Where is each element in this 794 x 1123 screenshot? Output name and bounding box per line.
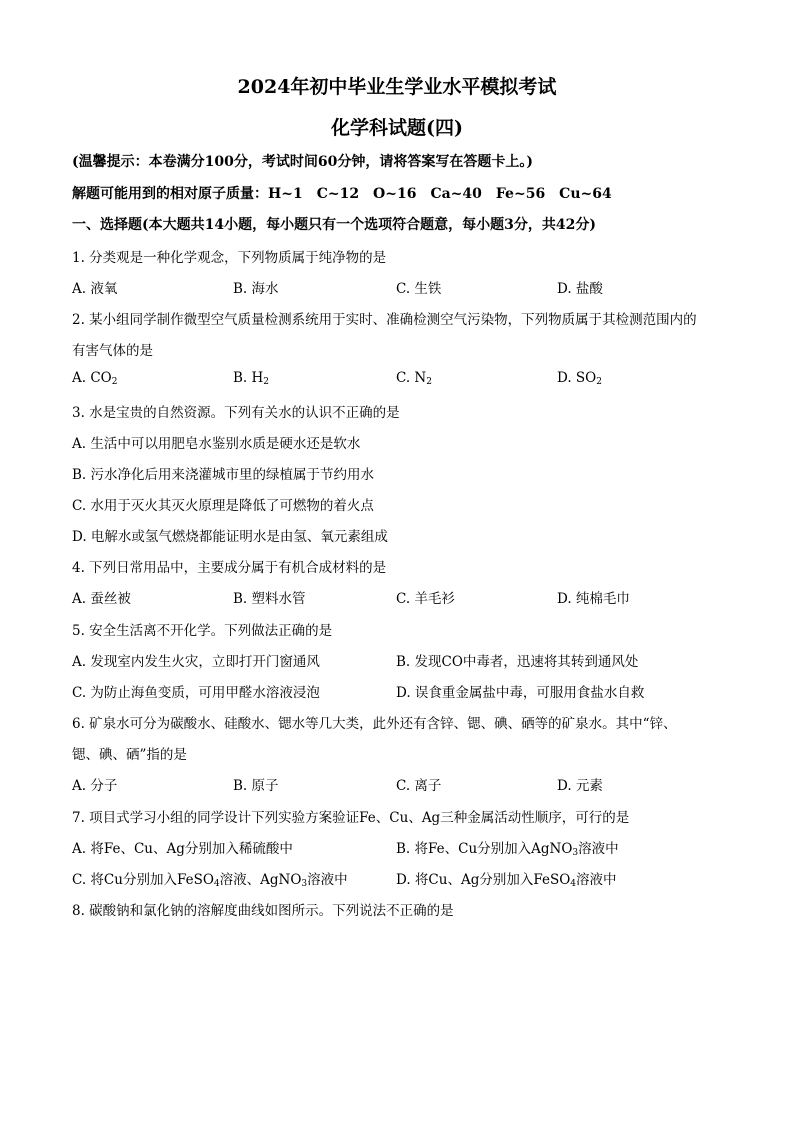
q3-option-b: B. 污水净化后用来浇灌城市里的绿植属于节约用水 bbox=[72, 467, 375, 483]
exam-title: 2024年初中毕业生学业水平模拟考试 bbox=[237, 76, 557, 98]
question-7-stem: 7. 项目式学习小组的同学设计下列实验方案验证Fe、Cu、Ag三种金属活动性顺序，可行的是 bbox=[72, 810, 630, 826]
q2-option-a: A. $CO_2$ bbox=[72, 370, 118, 387]
q7-option-a: A. 将Fe、Cu、Ag分别加入稀硫酸中 bbox=[72, 841, 293, 857]
q4-option-c: C. 羊毛衫 bbox=[396, 591, 455, 607]
question-6-stem-line2: 锶、碘、硒”指的是 bbox=[72, 747, 187, 763]
q1-option-a: A. 液氧 bbox=[72, 281, 118, 297]
q7-option-c: C. 将Cu分别加入FeSO$_4$溶液、AgNO$_3$溶液中 bbox=[72, 872, 348, 889]
exam-subtitle: 化学科试题(四) bbox=[331, 117, 463, 139]
q6-option-d: D. 元素 bbox=[557, 778, 603, 794]
q5-option-c: C. 为防止海鱼变质，可用甲醛水溶液浸泡 bbox=[72, 685, 320, 701]
q1-option-d: D. 盐酸 bbox=[557, 281, 603, 297]
question-3-stem: 3. 水是宝贵的自然资源。下列有关水的认识不正确的是 bbox=[72, 405, 400, 421]
q1-option-b: B. 海水 bbox=[233, 281, 279, 297]
q2-option-b: B. $H_2$ bbox=[233, 370, 270, 387]
q7-option-d: D. 将Cu、Ag分别加入FeSO$_4$溶液中 bbox=[396, 872, 617, 889]
q5-option-b: B. 发现CO中毒者，迅速将其转到通风处 bbox=[396, 654, 639, 670]
q3-option-d: D. 电解水或氢气燃烧都能证明水是由氢、氧元素组成 bbox=[72, 529, 388, 545]
atomic-mass-line: 解题可能用到的相对原子质量：H~1 C~12 O~16 Ca~40 Fe~56 Cu~64 bbox=[72, 186, 612, 202]
q6-option-a: A. 分子 bbox=[72, 778, 118, 794]
q4-option-d: D. 纯棉毛巾 bbox=[557, 591, 630, 607]
q6-option-c: C. 离子 bbox=[396, 778, 442, 794]
question-4-stem: 4. 下列日常用品中，主要成分属于有机合成材料的是 bbox=[72, 560, 387, 576]
question-5-stem: 5. 安全生活离不开化学。下列做法正确的是 bbox=[72, 623, 333, 639]
question-8-stem: 8. 碳酸钠和氯化钠的溶解度曲线如图所示。下列说法不正确的是 bbox=[72, 903, 454, 919]
q4-option-a: A. 蚕丝被 bbox=[72, 591, 131, 607]
q6-option-b: B. 原子 bbox=[233, 778, 279, 794]
q7-option-b: B. 将Fe、Cu分别加入AgNO$_3$溶液中 bbox=[396, 841, 619, 858]
q5-option-a: A. 发现室内发生火灾，立即打开门窗通风 bbox=[72, 654, 320, 670]
q5-option-d: D. 误食重金属盐中毒，可服用食盐水自救 bbox=[396, 685, 645, 701]
question-2-stem-line2: 有害气体的是 bbox=[72, 343, 153, 359]
q3-option-c: C. 水用于灭火其灭火原理是降低了可燃物的着火点 bbox=[72, 498, 374, 514]
warm-tip: (温馨提示：本卷满分100分，考试时间60分钟，请将答案写在答题卡上。) bbox=[72, 154, 533, 170]
section-heading: 一、选择题(本大题共14小题，每小题只有一个选项符合题意，每小题3分，共42分) bbox=[72, 217, 596, 233]
question-1-stem: 1. 分类观是一种化学观念，下列物质属于纯净物的是 bbox=[72, 250, 387, 266]
q3-option-a: A. 生活中可以用肥皂水鉴别水质是硬水还是软水 bbox=[72, 436, 361, 452]
question-2-stem-line1: 2. 某小组同学制作微型空气质量检测系统用于实时、准确检测空气污染物，下列物质属于其检测范围内的 bbox=[72, 312, 697, 328]
question-6-stem-line1: 6. 矿泉水可分为碳酸水、硅酸水、锶水等几大类，此外还有含锌、锶、碘、硒等的矿泉水。其中“锌、 bbox=[72, 716, 677, 732]
q4-option-b: B. 塑料水管 bbox=[233, 591, 306, 607]
q2-option-c: C. $N_2$ bbox=[396, 370, 432, 387]
q2-option-d: D. $SO_2$ bbox=[557, 370, 602, 387]
q1-option-c: C. 生铁 bbox=[396, 281, 442, 297]
